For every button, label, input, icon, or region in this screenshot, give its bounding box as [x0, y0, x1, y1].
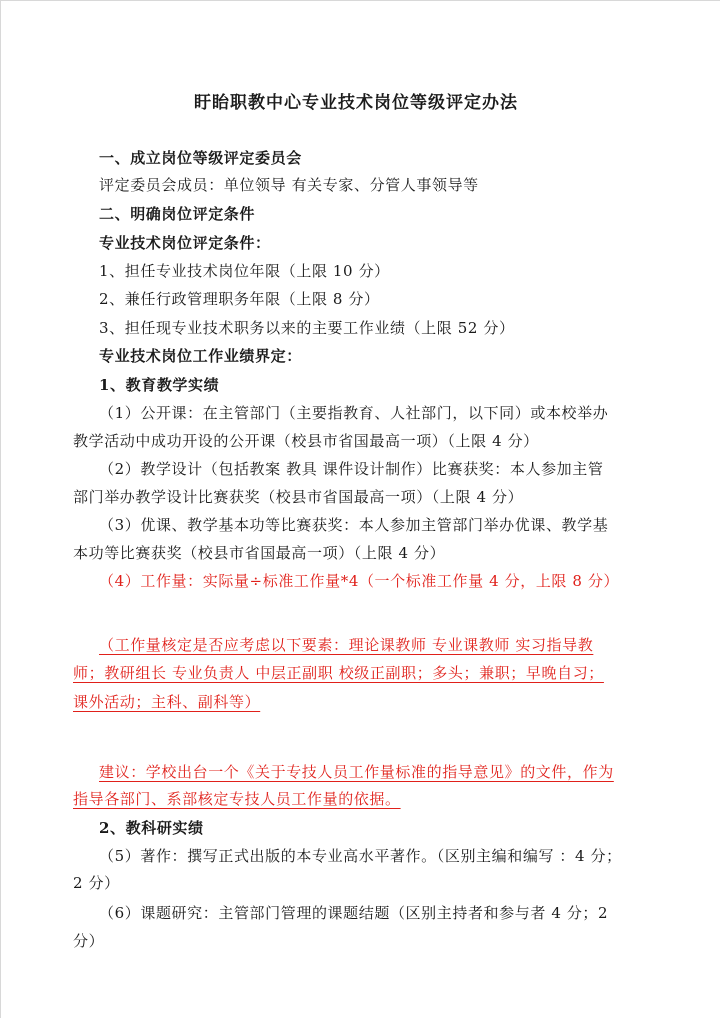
item-4-workload: （4）工作量：实际量÷标准工作量*4（一个标准工作量 4 分，上限 8 分）: [99, 572, 620, 590]
item-5-line-1: （5）著作：撰写正式出版的本专业高水平著作。（区别主编和编写 ：4 分；: [99, 847, 622, 865]
item-1-line-2: 教学活动中成功开设的公开课（校县市省国最高一项）（上限 4 分）: [73, 432, 539, 450]
condition-3: 3、担任现专业技术职务以来的主要工作业绩（上限 52 分）: [99, 319, 515, 337]
document-title: 盱眙职教中心专业技术岗位等级评定办法: [194, 93, 518, 113]
item-1-line-1: （1）公开课：在主管部门（主要指教育、人社部门，以下同）或本校举办: [99, 404, 609, 422]
item-3-line-2: 本功等比赛获奖（校县市省国最高一项）（上限 4 分）: [73, 544, 446, 562]
suggestion-line-1: 建议：学校出台一个《关于专技人员工作量标准的指导意见》的文件，作为: [99, 763, 614, 781]
section-1-heading: 一、成立岗位等级评定委员会: [99, 149, 302, 167]
item-2-line-2: 部门举办教学设计比赛获奖（校县市省国最高一项）（上限 4 分）: [73, 488, 524, 506]
item-6-line-2: 分）: [73, 932, 105, 950]
item-2-line-1: （2）教学设计（包括教案 教具 课件设计制作）比赛获奖：本人参加主管: [99, 460, 604, 478]
note-line-2: 师；教研组长 专业负责人 中层正副职 校级正副职；多头；兼职；早晚自习；: [73, 664, 604, 682]
item-6-line-1: （6）课题研究：主管部门管理的课题结题（区别主持者和参与者 4 分；2: [99, 904, 609, 922]
conditions-heading: 专业技术岗位评定条件：: [99, 234, 271, 252]
condition-1: 1、担任专业技术岗位年限（上限 10 分）: [99, 262, 390, 280]
item-3-line-1: （3）优课、教学基本功等比赛获奖：本人参加主管部门举办优课、教学基: [99, 516, 609, 534]
committee-members: 评定委员会成员：单位领导 有关专家、分管人事领导等: [99, 176, 479, 194]
note-line-3: 课外活动；主科、副科等）: [73, 693, 261, 711]
item-5-line-2: 2 分）: [73, 874, 120, 892]
performance-heading: 专业技术岗位工作业绩界定：: [99, 347, 302, 365]
condition-2: 2、兼任行政管理职务年限（上限 8 分）: [99, 290, 380, 308]
teaching-heading: 1、教育教学实绩: [99, 376, 220, 394]
research-heading: 2、教科研实绩: [99, 819, 204, 837]
section-2-heading: 二、明确岗位评定条件: [99, 205, 256, 223]
note-line-1: （工作量核定是否应考虑以下要素：理论课教师 专业课教师 实习指导教: [99, 636, 594, 654]
suggestion-line-2: 指导各部门、系部核定专技人员工作量的依据。: [73, 790, 401, 808]
